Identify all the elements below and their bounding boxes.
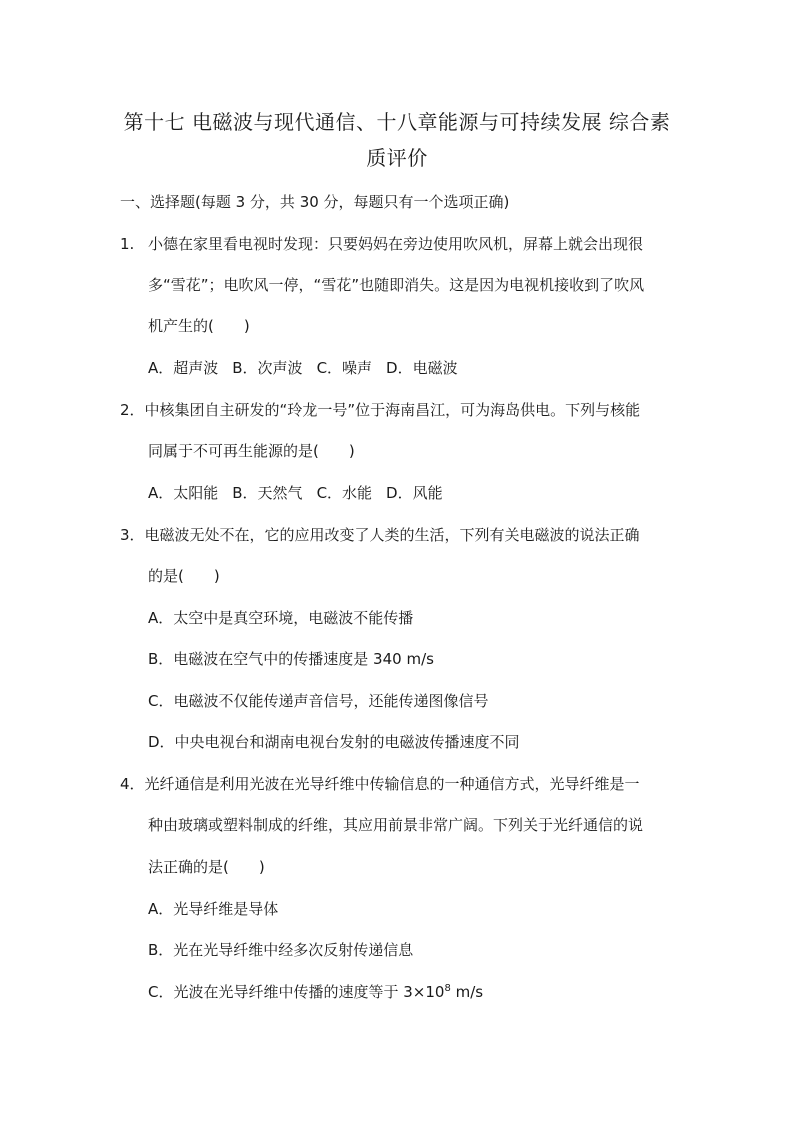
question-4-option-c: C．光波在光导纤维中传播的速度等于 $3\times 10^8$ m/s [148, 983, 484, 1001]
question-1-line-2: 多“雪花”；电吹风一停，“雪花”也随即消失。这是因为电视机接收到了吹风 [148, 276, 645, 294]
question-2-line-2: 同属于不可再生能源的是( ) [148, 442, 355, 460]
question-3-option-c: C．电磁波不仅能传递声音信号，还能传递图像信号 [148, 692, 489, 710]
question-3-option-b: B．电磁波在空气中的传播速度是 340 m/s [148, 650, 434, 668]
question-3-option-a: A．太空中是真空环境，电磁波不能传播 [148, 609, 414, 627]
question-2-options [148, 482, 457, 504]
option-d: D．电磁波 [386, 359, 458, 377]
option-a: A．超声波 [148, 359, 219, 377]
option-b: B．次声波 [232, 359, 303, 377]
option-d: D．风能 [386, 484, 443, 502]
option-c: C．噪声 [316, 359, 373, 377]
option-c: C．水能 [316, 484, 373, 502]
question-4-option-a: A．光导纤维是导体 [148, 900, 279, 918]
section-heading: 一、选择题(每题 3 分，共 30 分，每题只有一个选项正确) [120, 193, 510, 211]
question-number: 1. [120, 235, 135, 253]
title-line-2: 质评价 [366, 146, 428, 170]
question-number: 3． [120, 526, 145, 544]
question-1-options [148, 357, 472, 379]
document-title [110, 104, 684, 176]
question-4-option-b: B．光在光导纤维中经多次反射传递信息 [148, 941, 414, 959]
question-2-line-1: 2．中核集团自主研发的“玲龙一号”位于海南昌江，可为海岛供电。下列与核能 [120, 401, 641, 419]
exponent: 8 [444, 983, 451, 994]
question-4-line-3: 法正确的是( ) [148, 858, 265, 876]
question-3-line-2: 的是( ) [148, 567, 220, 585]
question-number: 2． [120, 401, 145, 419]
title-line-1: 第十七 电磁波与现代通信、十八章能源与可持续发展 综合素 [123, 110, 671, 134]
question-number: 4． [120, 775, 145, 793]
option-a: A．太阳能 [148, 484, 219, 502]
option-b: B．天然气 [232, 484, 303, 502]
question-4-line-1: 4．光纤通信是利用光波在光导纤维中传输信息的一种通信方式，光导纤维是一 [120, 775, 640, 793]
question-3-option-d: D．中央电视台和湖南电视台发射的电磁波传播速度不同 [148, 733, 520, 751]
question-1-line-1: 1. 小德在家里看电视时发现：只要妈妈在旁边使用吹风机，屏幕上就会出现很 [120, 235, 644, 253]
question-4-line-2: 种由玻璃或塑料制成的纤维，其应用前景非常广阔。下列关于光纤通信的说 [148, 816, 644, 834]
question-3-line-1: 3．电磁波无处不在，它的应用改变了人类的生活，下列有关电磁波的说法正确 [120, 526, 640, 544]
question-1-line-3: 机产生的( ) [148, 317, 250, 335]
